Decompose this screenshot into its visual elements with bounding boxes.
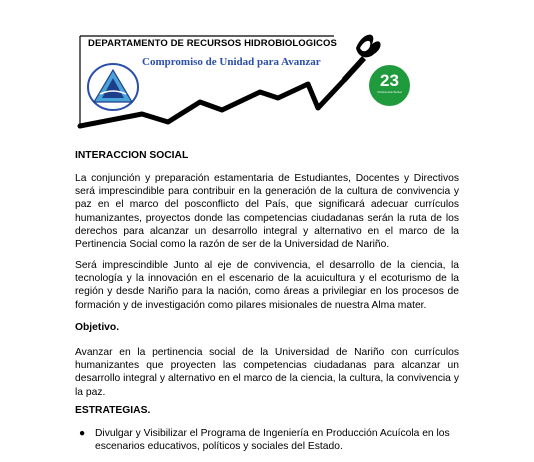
heading-interaccion-social: INTERACCION SOCIAL <box>75 150 189 161</box>
heading-objetivo: Objetivo. <box>75 322 120 333</box>
department-title: DEPARTAMENTO DE RECURSOS HIDROBIOLOGICOS <box>88 38 337 49</box>
bullet-icon: ● <box>79 428 86 439</box>
paragraph-1: La conjunción y preparación estamentaria de Estudiantes, Docentes y Directivos será imprescindible para contribuir en la generación de la cultura de convivencia y paz en el marco del posconflicto del País, que significará adecuar currículos humanizantes, proyectos donde las competencias ciudadanas serán la ruta de los derechos para alcanzar un desarrollo integral y alternativo en el marco de la Pertinencia Social como la razón de ser de la Universidad de Nariño. <box>75 173 459 251</box>
list-item <box>75 427 460 453</box>
badge-caption: Pertinencia Social <box>377 90 402 94</box>
anniversary-badge <box>369 65 410 106</box>
strategies-list <box>75 427 460 453</box>
university-logo <box>86 62 140 112</box>
motto-text: Compromiso de Unidad para Avanzar <box>142 56 321 68</box>
paragraph-2: Será imprescindible Junto al eje de convivencia, el desarrollo de la ciencia, la tecnología y la innovación en el escenario de la acuicultura y el ecoturismo de la región y desde Nariño para la nación, como áreas a privilegiar en los procesos de formación y de investigación como pilares misionales de nuestra Alma mater. <box>75 260 459 311</box>
badge-number: 23 <box>380 71 399 90</box>
paragraph-objetivo: Avanzar en la pertinencia social de la Universidad de Nariño con currículos humanizantes que proyecten las competencias ciudadanas para alcanzar un desarrollo integral y alternativo en el marco de la ciencia, la cultura, la convivencia y la paz. <box>75 347 459 398</box>
strategy-text: Divulgar y Visibilizar el Programa de Ingeniería en Producción Acuícola en los escenarios educativos, políticos y sociales del Estado. <box>95 428 450 453</box>
heading-estrategias: ESTRATEGIAS. <box>75 405 151 416</box>
